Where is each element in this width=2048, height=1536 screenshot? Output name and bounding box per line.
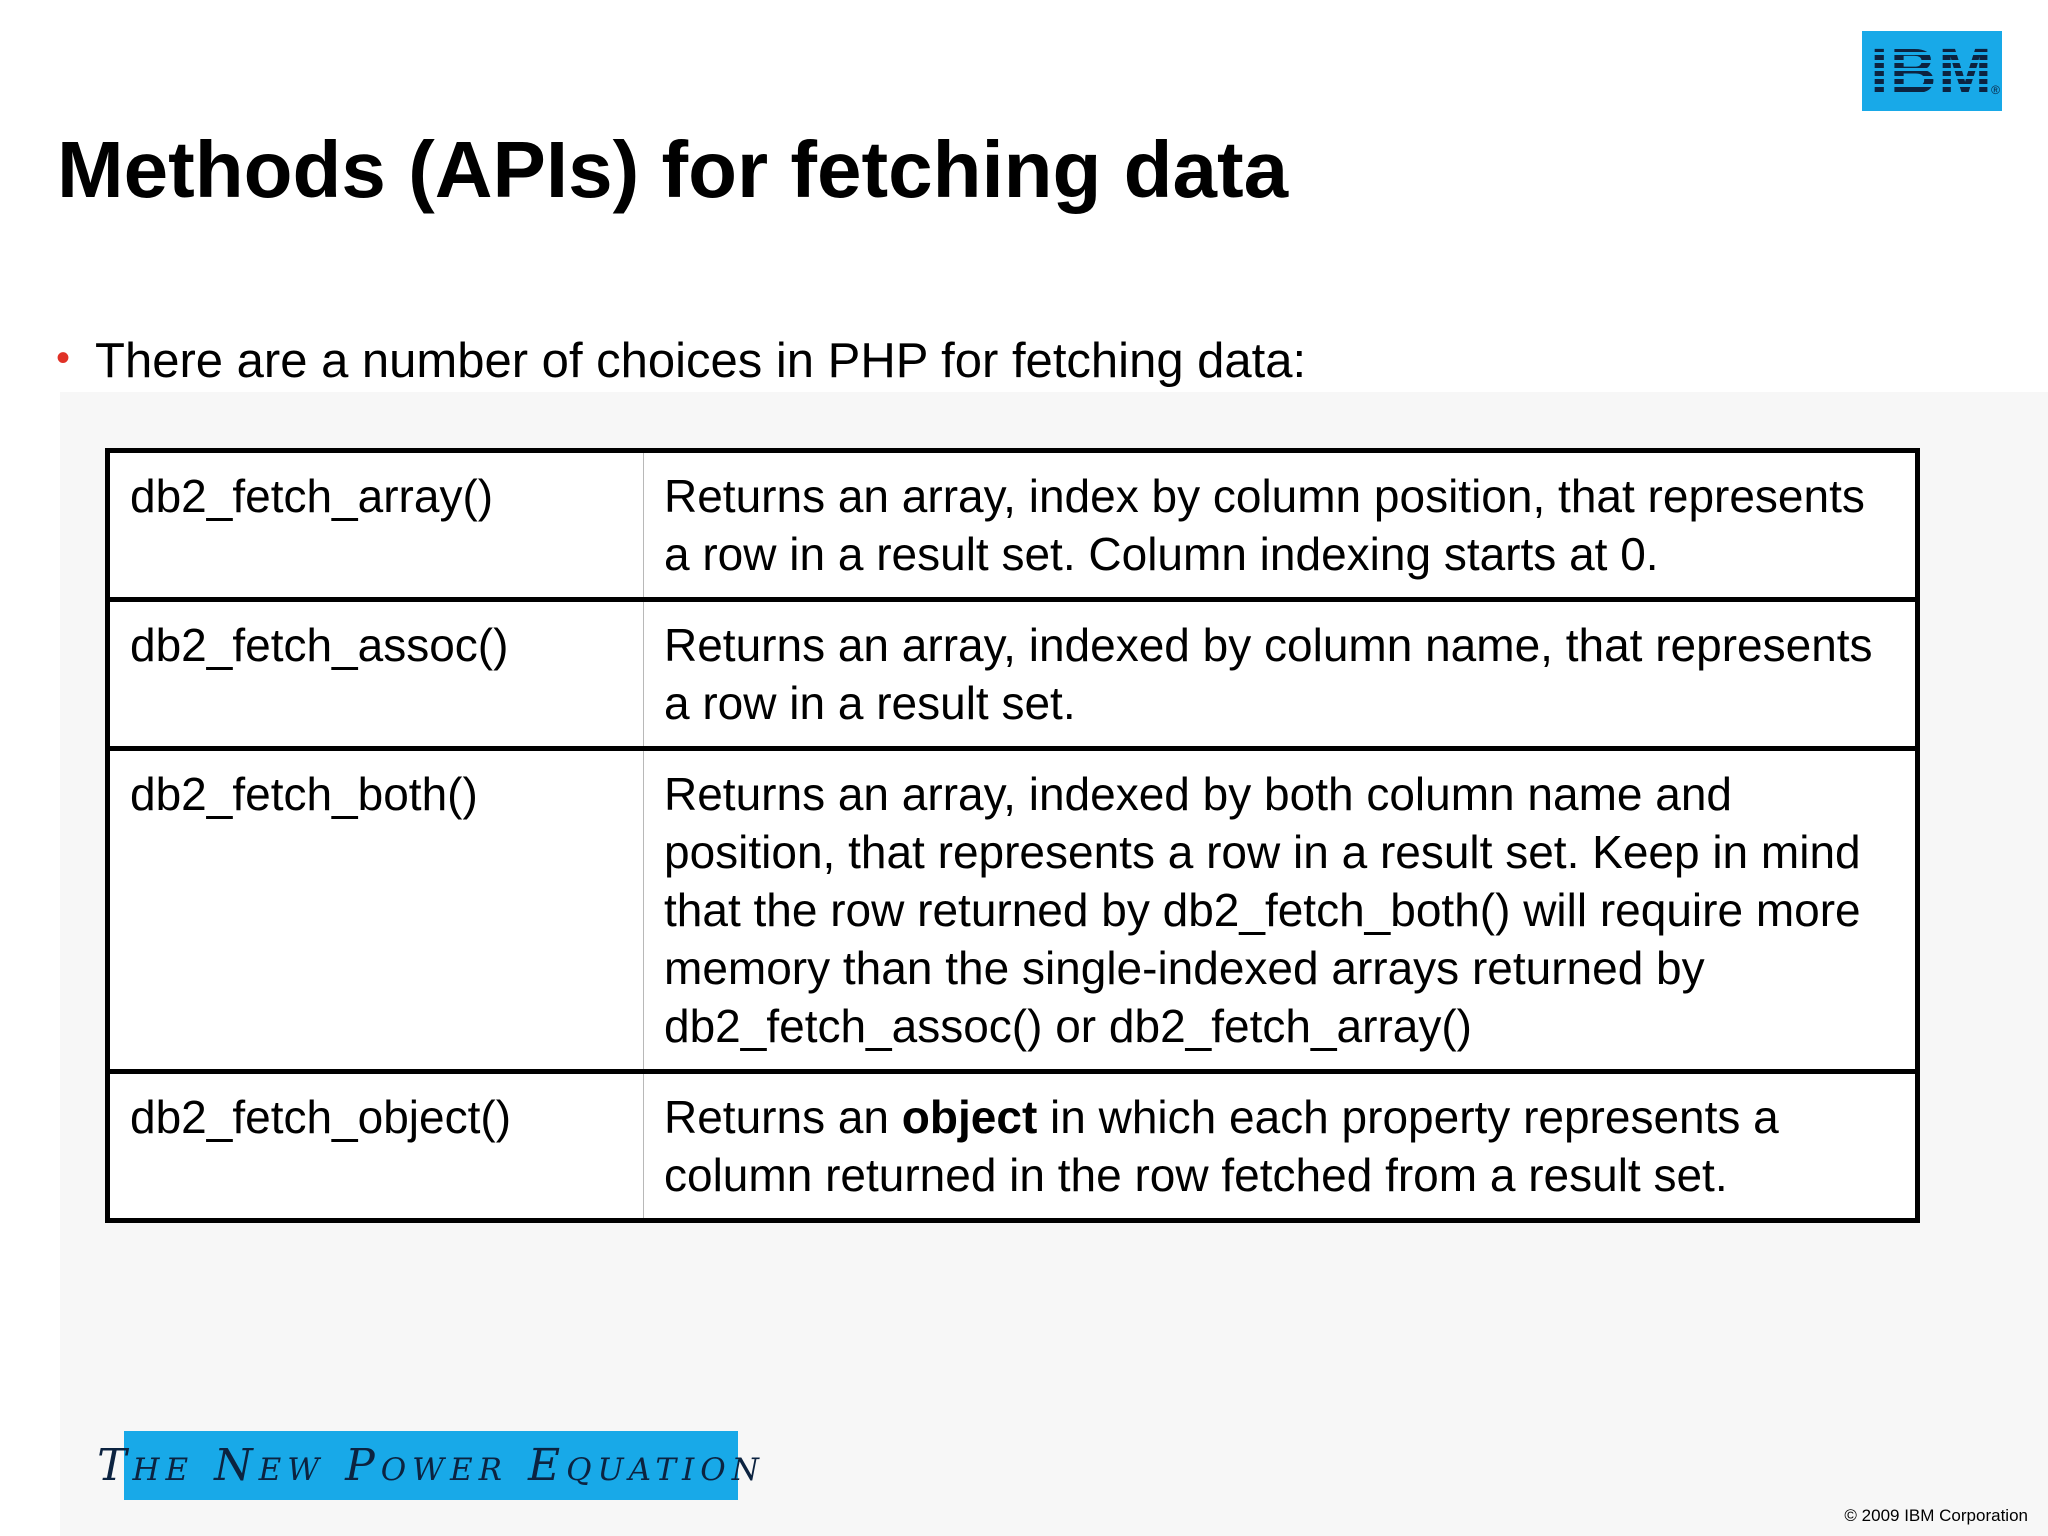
method-name: db2_fetch_assoc() — [108, 600, 644, 749]
description-bold-keyword: object — [901, 1091, 1038, 1143]
method-name: db2_fetch_array() — [108, 451, 644, 600]
method-description — [644, 1072, 1918, 1221]
ibm-logo — [1862, 31, 2002, 111]
bullet-text: There are a number of choices in PHP for fetching data: — [95, 334, 1307, 388]
tagline-text: The New Power Equation — [97, 1440, 765, 1491]
method-name: db2_fetch_object() — [108, 1072, 644, 1221]
bullet-item — [56, 332, 1306, 391]
bullet-icon: • — [56, 336, 71, 381]
description-suffix: in which each property represents a column returned in the row fetched from a result set. — [664, 1091, 1779, 1201]
ibm-logo-text: IBM — [1870, 35, 1994, 107]
table-row — [108, 749, 1918, 1072]
method-description: Returns an array, indexed by column name, that represents a row in a result set. — [664, 619, 1873, 729]
table-row — [108, 600, 1918, 749]
table-row — [108, 1072, 1918, 1221]
table-row — [108, 451, 1918, 600]
method-description: Returns an array, indexed by both column name and position, that represents a row in a result set. Keep in mind that the row returned by db2_fetch_both() will require more memory than the single-indexed arrays returned by db2_fetch_assoc() or db2_fetch_array() — [664, 768, 1861, 1052]
tagline-banner — [97, 1431, 765, 1500]
registered-mark: ® — [1991, 83, 2000, 97]
copyright-notice: © 2009 IBM Corporation — [1844, 1506, 2028, 1525]
description-prefix: Returns an — [664, 1091, 902, 1143]
page-title: Methods (APIs) for fetching data — [57, 125, 1289, 214]
method-name: db2_fetch_both() — [108, 749, 644, 1072]
methods-table — [105, 448, 1920, 1223]
method-description: Returns an array, index by column position, that represents a row in a result set. Column indexing starts at 0. — [664, 470, 1865, 580]
